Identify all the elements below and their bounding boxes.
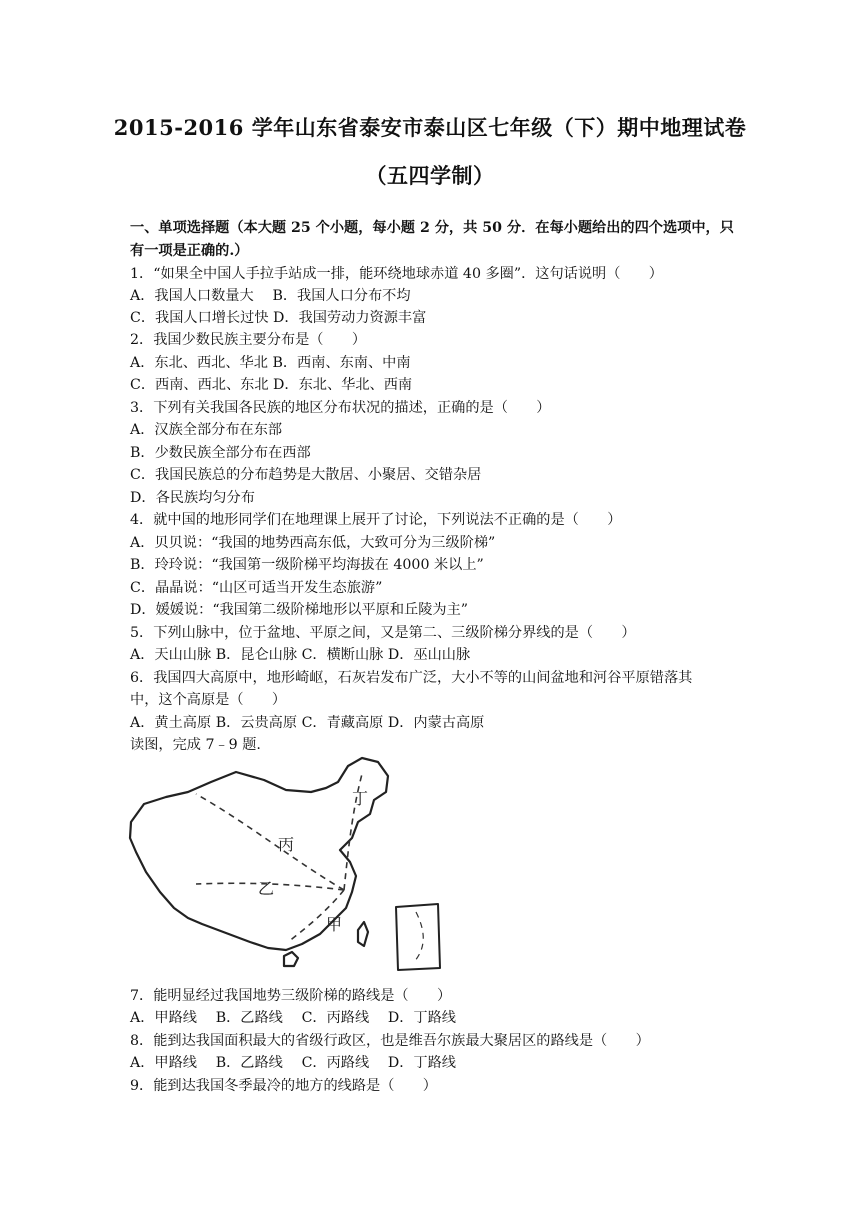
question-line: 2．我国少数民族主要分布是（ ） (130, 332, 367, 348)
question-line: 3．下列有关我国各民族的地区分布状况的描述，正确的是（ ） (130, 400, 551, 416)
option-line: A．汉族全部分布在东部 (130, 422, 283, 438)
route-bing (196, 794, 344, 890)
map-label-bing: 丙 (278, 835, 295, 854)
china-outline (130, 758, 388, 950)
question-line: 8．能到达我国面积最大的省级行政区，也是维吾尔族最大聚居区的路线是（ ） (130, 1033, 650, 1049)
option-line: A．甲路线 B．乙路线 C．丙路线 D．丁路线 (130, 1055, 456, 1071)
taiwan-island (358, 922, 368, 946)
option-line: A．我国人口数量大 B．我国人口分布不均 (130, 288, 411, 304)
inset-dash (414, 912, 423, 962)
question-line: 6．我国四大高原中，地形崎岖，石灰岩发布广泛，大小不等的山间盆地和河谷平原错落其 (130, 670, 693, 686)
option-line: D．媛媛说：“我国第二级阶梯地形以平原和丘陵为主” (130, 602, 469, 618)
question-line: 9．能到达我国冬季最冷的地方的线路是（ ） (130, 1078, 437, 1094)
exam-subtitle: （五四学制） (365, 163, 495, 188)
instruction-line: 读图，完成 7﹣9 题. (130, 737, 261, 753)
map-label-jia: 甲 (326, 915, 343, 934)
section-heading: 一、单项选择题（本大题 25 个小题，每小题 2 分，共 50 分．在每小题给出的四个选项中，只有一项是正确的.） (130, 220, 734, 259)
option-line: C．我国人口增长过快 D．我国劳动力资源丰富 (130, 310, 427, 326)
option-line: A．贝贝说：“我国的地势西高东低，大致可分为三级阶梯” (130, 535, 496, 551)
option-line: A．甲路线 B．乙路线 C．丙路线 D．丁路线 (130, 1010, 456, 1026)
hainan-island (284, 952, 298, 966)
question-line: 5．下列山脉中，位于盆地、平原之间，又是第二、三级阶梯分界线的是（ ） (130, 625, 636, 641)
question-line: 中，这个高原是（ ） (130, 692, 287, 708)
option-line: C．晶晶说：“山区可适当开发生态旅游” (130, 580, 383, 596)
map-label-ding: 丁 (352, 789, 369, 808)
question-line: 4．就中国的地形同学们在地理课上展开了讨论，下列说法不正确的是（ ） (130, 512, 622, 528)
option-line: A．东北、西北、华北 B．西南、东南、中南 (130, 355, 411, 371)
option-line: D．各民族均匀分布 (130, 490, 255, 506)
option-line: C．我国民族总的分布趋势是大散居、小聚居、交错杂居 (130, 467, 482, 483)
option-line: B．少数民族全部分布在西部 (130, 445, 311, 461)
exam-title: 2015-2016 学年山东省泰安市泰山区七年级（下）期中地理试卷 (113, 115, 747, 140)
option-line: A．天山山脉 B．昆仑山脉 C．横断山脉 D．巫山山脉 (130, 647, 471, 663)
china-route-map (126, 752, 456, 977)
question-line: 7．能明显经过我国地势三级阶梯的路线是（ ） (130, 988, 452, 1004)
south-sea-inset (396, 904, 440, 970)
option-line: B．玲玲说：“我国第一级阶梯平均海拔在 4000 米以上” (130, 557, 484, 573)
question-line: 1．“如果全中国人手拉手站成一排，能环绕地球赤道 40 多圈”．这句话说明（ ） (130, 266, 663, 282)
option-line: A．黄土高原 B．云贵高原 C．青藏高原 D．内蒙古高原 (130, 715, 485, 731)
option-line: C．西南、西北、东北 D．东北、华北、西南 (130, 377, 413, 393)
map-label-yi: 乙 (258, 879, 275, 898)
